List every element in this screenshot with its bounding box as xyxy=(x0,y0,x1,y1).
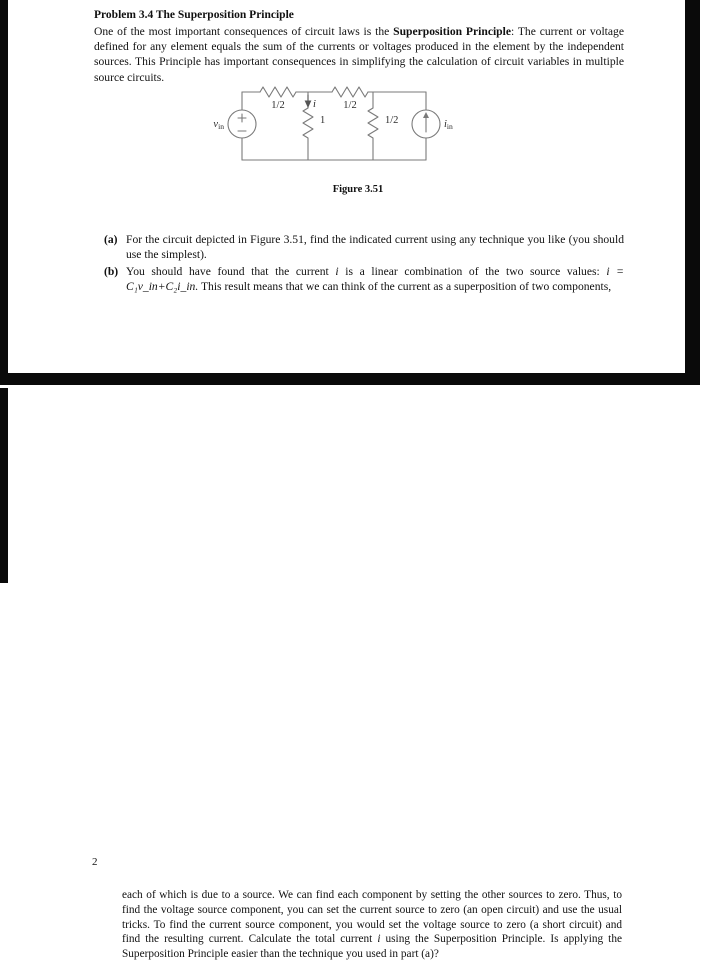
circuit-diagram xyxy=(213,86,488,172)
current-source-label: iin xyxy=(444,119,453,131)
resistor-series-2-label: 1/2 xyxy=(343,100,357,111)
lower-para-post: using the Superposition Principle. Is applying the Superposition Principle easier than the technique you used in part (a)? xyxy=(122,933,622,961)
problem-item-list xyxy=(104,232,624,296)
scanned-page-lower xyxy=(0,388,700,961)
item-label-a: (a) xyxy=(104,233,118,246)
superposition-principle-bold: Superposition Principle xyxy=(393,25,511,38)
list-item xyxy=(104,264,624,295)
resistor-shunt-mid-label: 1 xyxy=(320,115,326,126)
resistor-series-2-symbol xyxy=(332,87,368,97)
figure-block xyxy=(8,86,708,195)
item-text-a: For the circuit depicted in Figure 3.51, find the indicated current using any technique you like (you should use the simplest). xyxy=(126,233,624,262)
lower-para-pre: each of which is due to a source. We can find each component by setting the other sources to zero. Thus, to find the voltage source component, you can set the current source to zero (an open circuit) and use the usual tricks. To find the current source component, you would set the voltage source to zero (a short circuit) and find the resulting current. Calculate the total current xyxy=(122,889,622,946)
item-label-b: (b) xyxy=(104,264,119,278)
resistor-shunt-mid-symbol xyxy=(303,108,313,144)
current-i-arrow-head xyxy=(305,101,312,109)
resistor-shunt-right-label: 1/2 xyxy=(385,115,399,126)
lower-para-current-symbol: i xyxy=(377,933,381,946)
item-b-current-symbol: i xyxy=(335,264,339,278)
resistor-shunt-right-symbol xyxy=(368,108,378,144)
item-text-b xyxy=(126,264,624,295)
current-i-label: i xyxy=(313,99,316,110)
problem-heading: Problem 3.4 The Superposition Principle xyxy=(94,9,294,21)
list-item xyxy=(104,232,624,263)
voltage-source-label: vin xyxy=(213,119,224,131)
item-b-post: This result means that we can think of the current as a superposition of two components, xyxy=(198,280,612,294)
resistor-series-1-symbol xyxy=(260,87,296,97)
continuation-paragraph xyxy=(122,888,622,962)
item-b-formula: i = C₁v_in+C₂i_in. xyxy=(126,264,624,294)
item-b-mid: is a linear combination of the two source values: xyxy=(338,264,607,278)
resistor-series-1-label: 1/2 xyxy=(271,100,285,111)
scanned-page-upper xyxy=(0,0,700,373)
scan-separator-band xyxy=(0,373,700,385)
intro-text-2: : The current or voltage defined for any element equals the sum of the currents or voltages produced in the element by the independent sources. This Principle has important consequences in simplifying the calculation of circuit variables in multiple source circuits. xyxy=(94,25,624,84)
figure-caption: Figure 3.51 xyxy=(332,184,384,195)
upper-text-block xyxy=(94,8,624,85)
intro-text-1: One of the most important consequences of circuit laws is the xyxy=(94,25,394,38)
current-source-arrow-head xyxy=(423,112,429,118)
page-number: 2 xyxy=(92,856,98,868)
item-b-pre: You should have found that the current xyxy=(126,264,336,278)
intro-paragraph xyxy=(94,24,624,85)
